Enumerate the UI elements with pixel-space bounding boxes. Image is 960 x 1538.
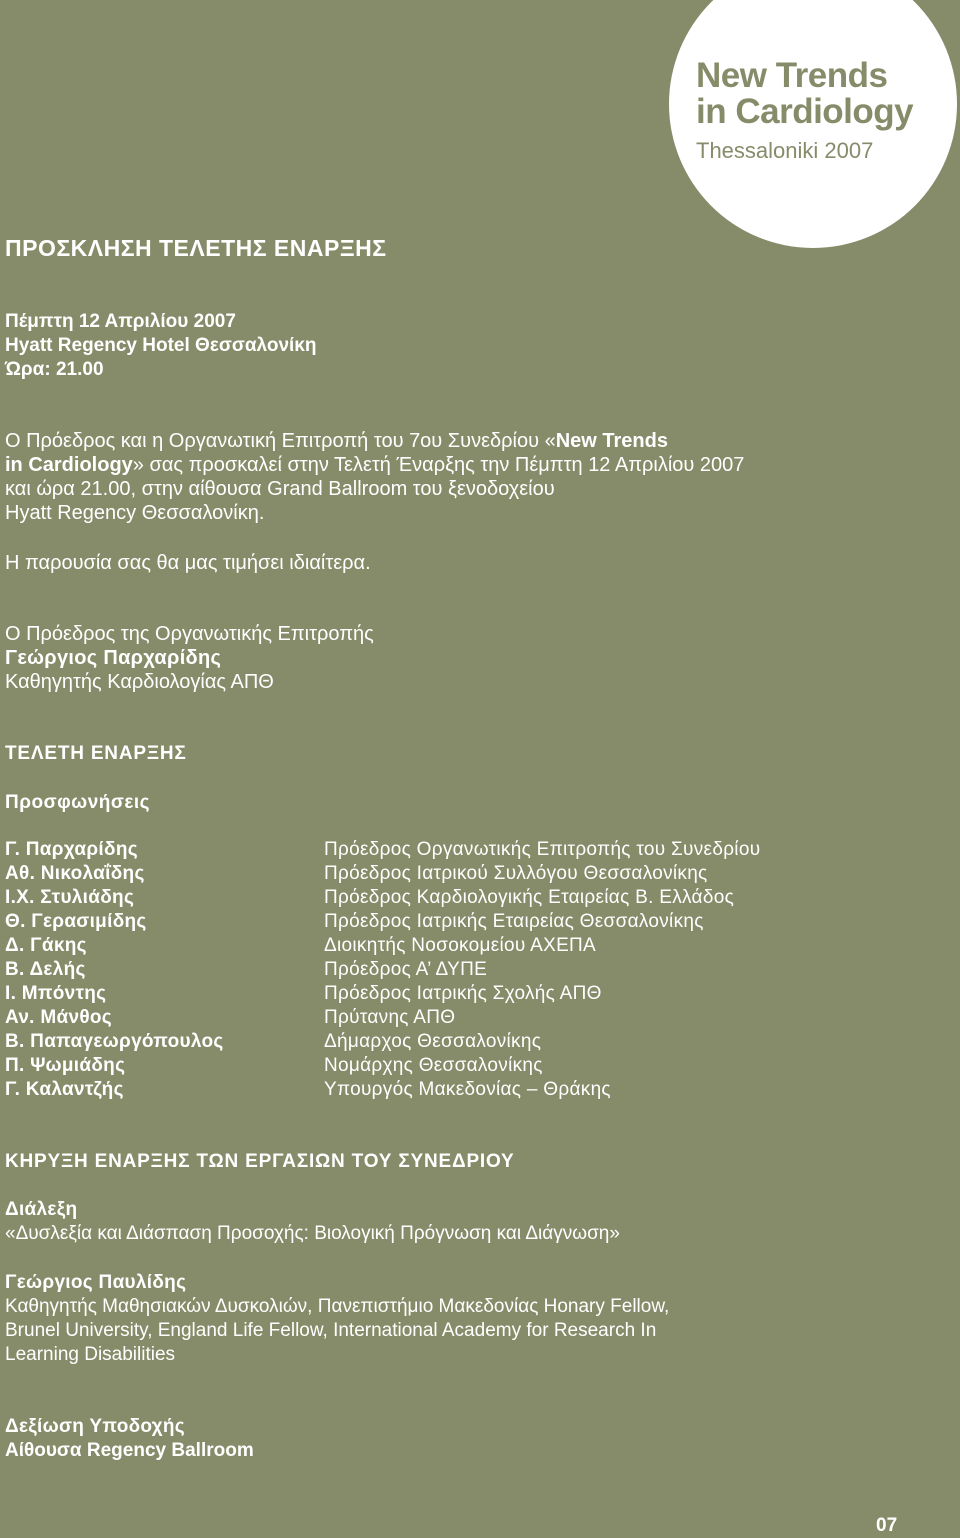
- lecturer-bio-line-3: Learning Disabilities: [5, 1344, 176, 1365]
- speaker-row: [5, 1030, 760, 1054]
- logo-subtitle: Thessaloniki 2007: [696, 138, 874, 163]
- speaker-role: Πρόεδρος Ιατρικού Συλλόγου Θεσσαλονίκης: [324, 863, 708, 884]
- speaker-row: [5, 910, 760, 934]
- event-venue: Hyatt Regency Hotel Θεσσαλονίκη: [5, 335, 317, 356]
- invitation-line-2: [5, 453, 744, 477]
- speaker-role: Υπουργός Μακεδονίας – Θράκης: [324, 1079, 611, 1100]
- signature-title: Καθηγητής Καρδιολογίας ΑΠΘ: [5, 671, 274, 693]
- speaker-role: Διοικητής Νοσοκομείου ΑΧΕΠΑ: [324, 935, 597, 956]
- conference-name-part-1: New Trends: [555, 430, 668, 452]
- speaker-row: [5, 982, 760, 1006]
- speaker-role: Δήμαρχος Θεσσαλονίκης: [324, 1031, 542, 1052]
- invitation-text: Ο Πρόεδρος και η Οργανωτική Επιτροπή του 7ου Συνεδρίου «: [5, 430, 556, 452]
- speaker-role: Πρόεδρος Ιατρικής Εταιρείας Θεσσαλονίκης: [324, 911, 704, 932]
- reception-label: Δεξίωση Υποδοχής: [5, 1416, 185, 1437]
- page-number: 07: [876, 1515, 898, 1536]
- invitation-paragraph: [5, 429, 744, 525]
- speaker-name: Ι.Χ. Στυλιάδης: [5, 887, 135, 908]
- speaker-role: Πρόεδρος Καρδιολογικής Εταιρείας Β. Ελλάδος: [324, 887, 735, 908]
- speaker-role: Πρόεδρος Οργανωτικής Επιτροπής του Συνεδρίου: [324, 839, 761, 860]
- invitation-line-3: και ώρα 21.00, στην αίθουσα Grand Ballroom του ξενοδοχείου: [5, 478, 555, 500]
- speaker-row: [5, 886, 760, 910]
- opening-title: ΚΗΡΥΞΗ ΕΝΑΡΞΗΣ ΤΩΝ ΕΡΓΑΣΙΩΝ ΤΟΥ ΣΥΝΕΔΡΙΟΥ: [5, 1151, 515, 1172]
- speaker-role: Πρύτανης ΑΠΘ: [324, 1007, 456, 1028]
- closing-line: Η παρουσία σας θα μας τιμήσει ιδιαίτερα.: [5, 552, 371, 574]
- speaker-role: Πρόεδρος Ιατρικής Σχολής ΑΠΘ: [324, 983, 602, 1004]
- speaker-name: Γ. Καλαντζής: [5, 1079, 124, 1100]
- page-title: ΠΡΟΣΚΛΗΣΗ ΤΕΛΕΤΗΣ ΕΝΑΡΞΗΣ: [5, 235, 387, 261]
- invitation-line-1: [5, 429, 744, 453]
- conference-name-part-2: in Cardiology: [5, 454, 133, 476]
- speaker-name: Β. Παπαγεωργόπουλος: [5, 1031, 224, 1052]
- speaker-row: [5, 1006, 760, 1030]
- speaker-name: Αθ. Νικολαΐδης: [5, 863, 145, 884]
- speaker-role: Πρόεδρος Α’ ΔΥΠΕ: [324, 959, 488, 980]
- signature-name: Γεώργιος Παρχαρίδης: [5, 647, 222, 669]
- speaker-role: Νομάρχης Θεσσαλονίκης: [324, 1055, 543, 1076]
- lecturer-name: Γεώργιος Παυλίδης: [5, 1272, 187, 1293]
- conference-logo: [696, 58, 913, 164]
- lecture-block: [5, 1198, 620, 1246]
- logo-title-line-2: in Cardiology: [696, 92, 914, 131]
- speaker-row: [5, 934, 760, 958]
- ceremony-title: ΤΕΛΕΤΗ ΕΝΑΡΞΗΣ: [5, 743, 187, 764]
- speaker-name: Ι. Μπόντης: [5, 983, 107, 1004]
- speaker-name: Γ. Παρχαρίδης: [5, 839, 138, 860]
- lecture-title: «Δυσλεξία και Διάσπαση Προσοχής: Βιολογική Πρόγνωση και Διάγνωση»: [5, 1223, 620, 1244]
- reception-venue: Αίθουσα Regency Ballroom: [5, 1440, 254, 1461]
- reception-block: [5, 1415, 254, 1463]
- speaker-row: [5, 1054, 760, 1078]
- logo-title-line-1: New Trends: [696, 56, 888, 95]
- lecture-label: Διάλεξη: [5, 1199, 78, 1220]
- speaker-name: Β. Δελής: [5, 959, 86, 980]
- speaker-row: [5, 838, 760, 862]
- signature-block: [5, 622, 374, 694]
- lecturer-bio-line-1: Καθηγητής Μαθησιακών Δυσκολιών, Πανεπιστήμιο Μακεδονίας Honary Fellow,: [5, 1296, 670, 1317]
- event-info: [5, 310, 317, 382]
- speaker-list: [5, 838, 760, 1102]
- lecturer-bio-line-2: Brunel University, England Life Fellow, International Academy for Research In: [5, 1320, 657, 1341]
- event-date: Πέμπτη 12 Απριλίου 2007: [5, 311, 236, 332]
- speaker-name: Αν. Μάνθος: [5, 1007, 112, 1028]
- speaker-row: [5, 1078, 760, 1102]
- greetings-label: Προσφωνήσεις: [5, 792, 151, 813]
- speaker-row: [5, 862, 760, 886]
- speaker-name: Θ. Γερασιμίδης: [5, 911, 147, 932]
- invitation-text: » σας προσκαλεί στην Τελετή Έναρξης την Πέμπτη 12 Απριλίου 2007: [132, 454, 745, 476]
- event-time: Ώρα: 21.00: [5, 359, 104, 380]
- speaker-name: Δ. Γάκης: [5, 935, 87, 956]
- speaker-row: [5, 958, 760, 982]
- speaker-name: Π. Ψωμιάδης: [5, 1055, 126, 1076]
- invitation-line-4: Hyatt Regency Θεσσαλονίκη.: [5, 502, 265, 524]
- signature-role: Ο Πρόεδρος της Οργανωτικής Επιτροπής: [5, 623, 374, 645]
- lecturer-block: [5, 1271, 669, 1367]
